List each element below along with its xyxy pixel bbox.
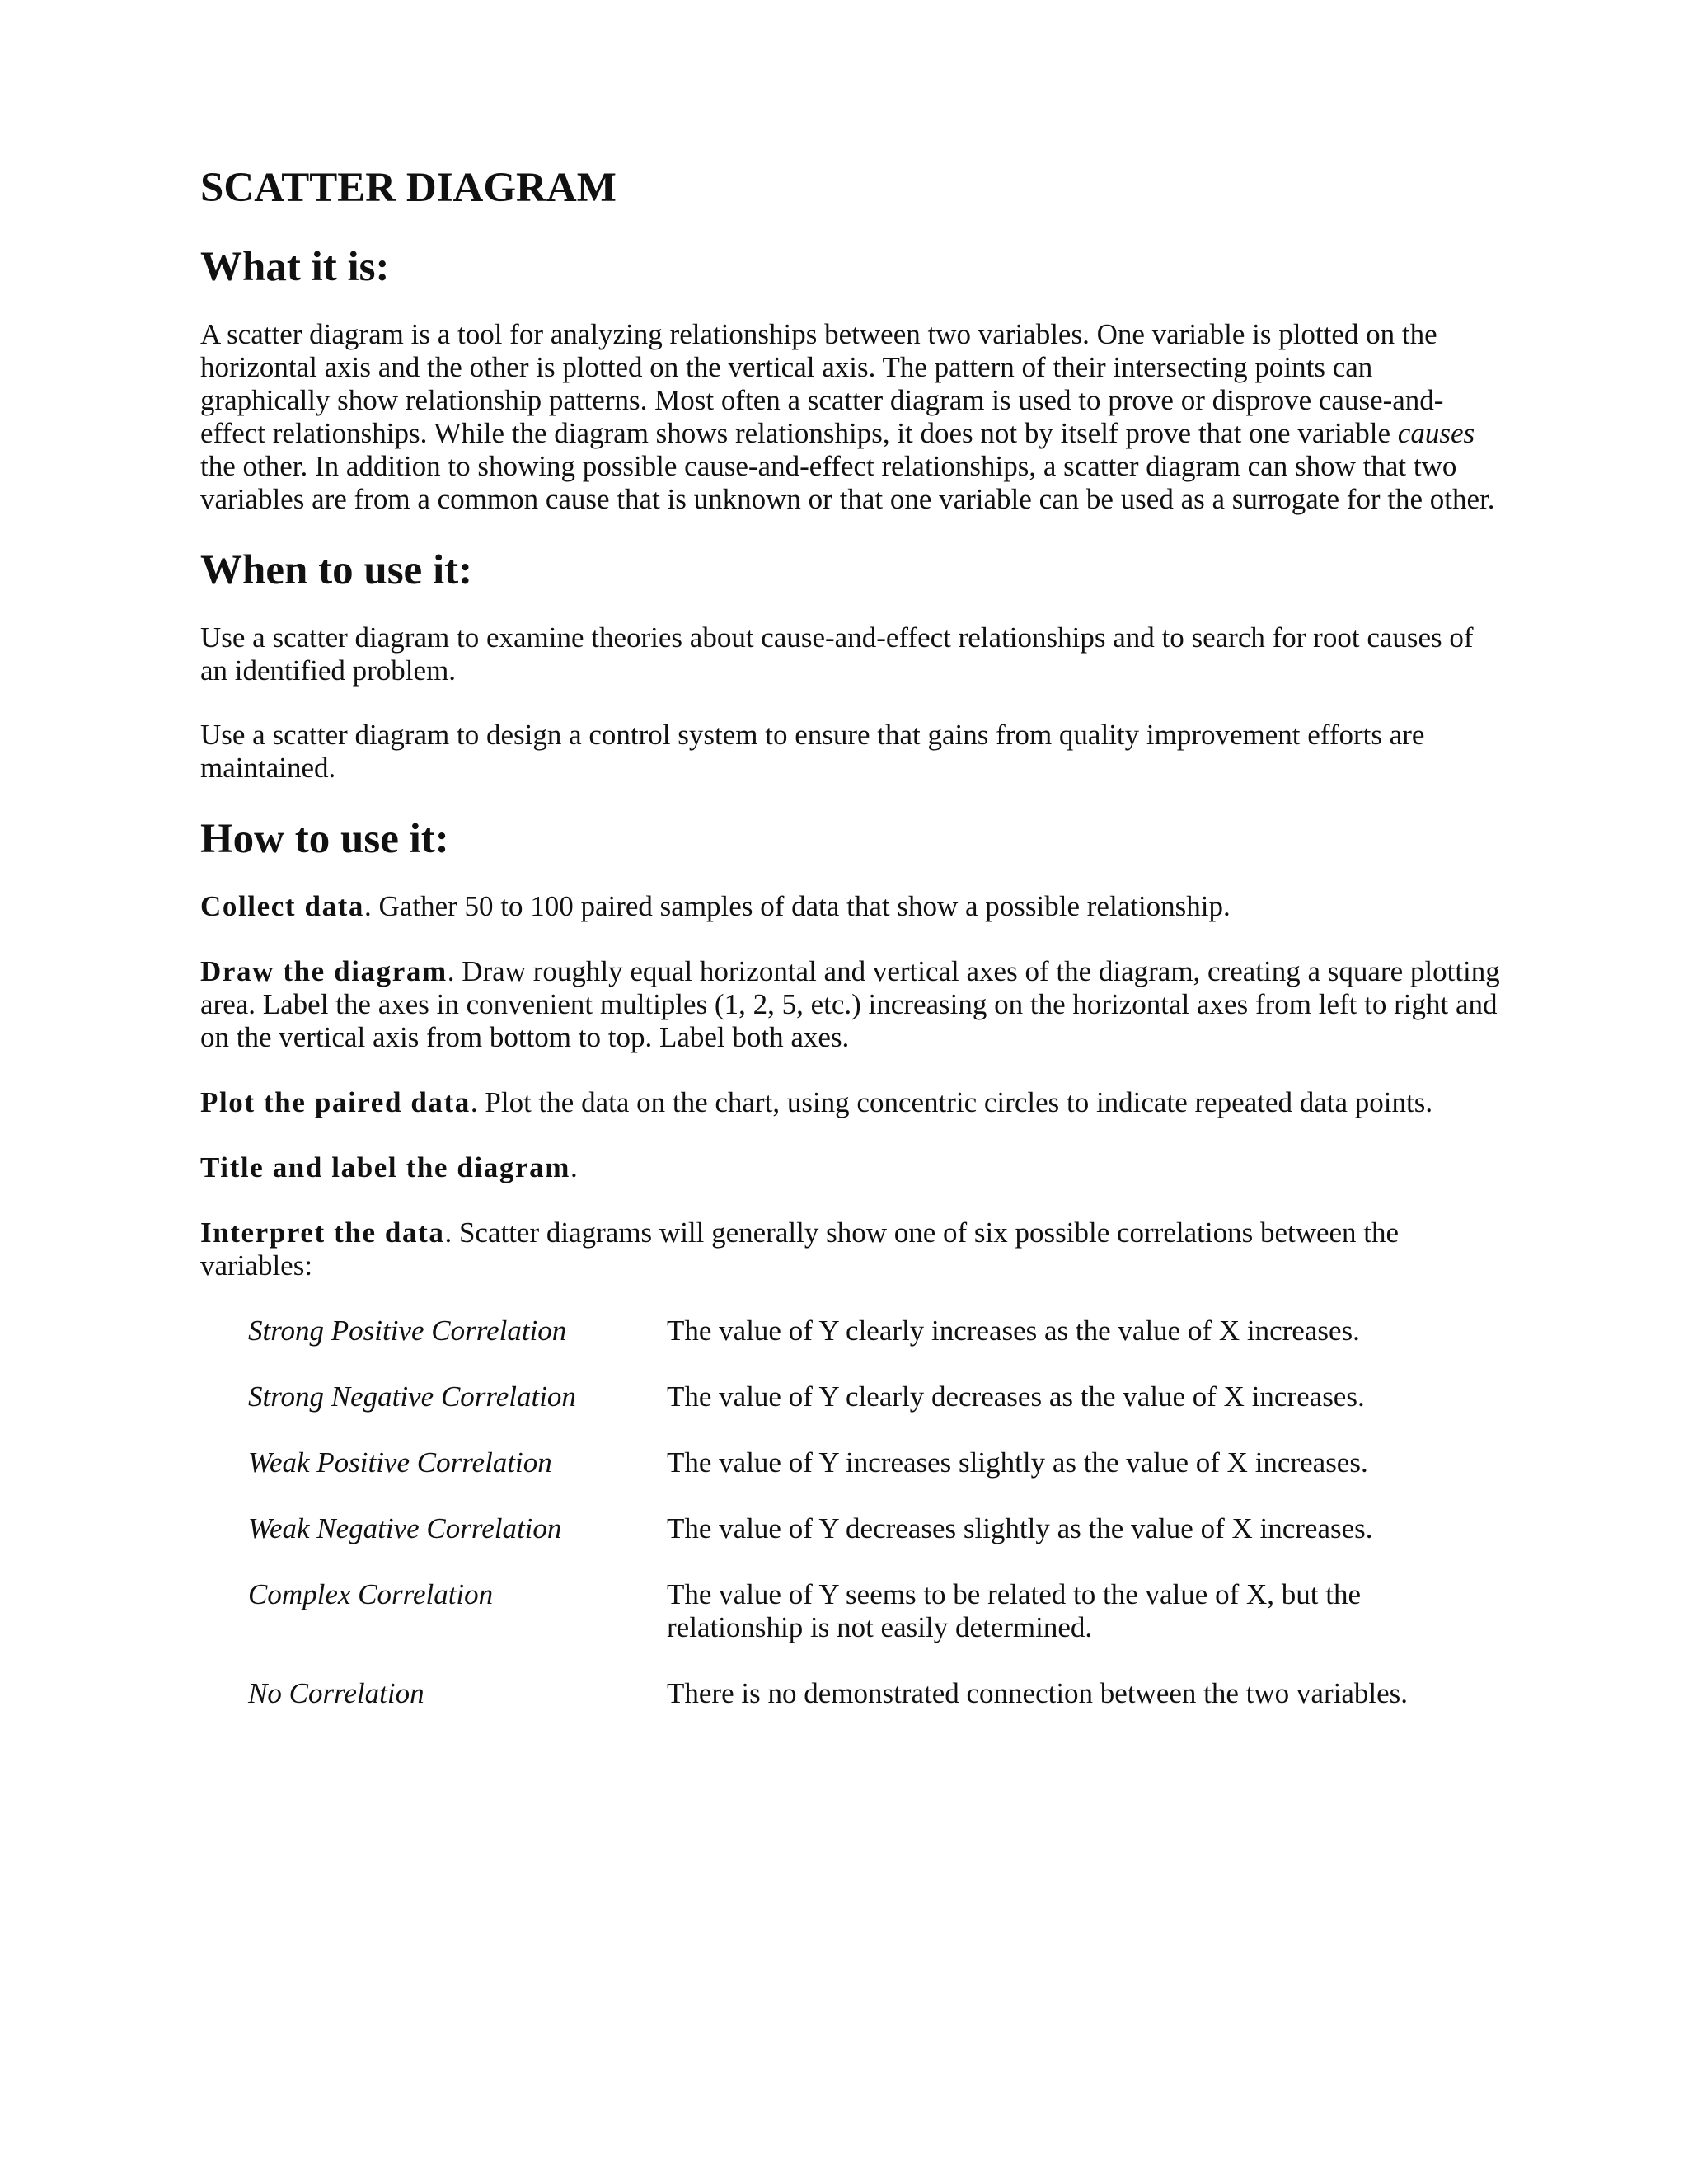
step-text: . Draw roughly equal horizontal and vertical axes of the diagram, creating a square plotting area. Label the axes in convenient multiples (1, 2, 5, etc.) increasing on the horizontal axes from left to right and on the vertical axis from bottom to top. Label both axes. <box>200 955 1500 1054</box>
document-title: SCATTER DIAGRAM <box>200 165 617 211</box>
step-label: Collect data <box>200 890 365 923</box>
when-to-use-paragraph-2: Use a scatter diagram to design a control system to ensure that gains from quality improvement efforts are maintained. <box>200 719 1425 785</box>
section-heading-when-to-use: When to use it: <box>200 547 473 594</box>
correlation-name: Strong Positive Correlation <box>248 1315 567 1347</box>
correlation-row <box>248 1677 1503 1710</box>
correlation-name: Weak Positive Correlation <box>248 1446 552 1479</box>
section-heading-how-to-use: How to use it: <box>200 816 449 863</box>
what-it-is-text-part2: the other. In addition to showing possible cause-and-effect relationships, a scatter diagram can show that two variables are from a common cause that is unknown or that one variable can be used as a surrogate for the other. <box>200 450 1495 516</box>
step-plot-paired-data <box>200 1086 1503 1119</box>
correlation-name: Weak Negative Correlation <box>248 1512 562 1545</box>
correlation-row <box>248 1380 1503 1413</box>
step-text: . Scatter diagrams will generally show one of six possible correlations between the variables: <box>200 1216 1400 1282</box>
step-label: Plot the paired data <box>200 1086 471 1119</box>
step-title-and-label <box>200 1151 1503 1184</box>
what-it-is-paragraph <box>200 318 1503 516</box>
when-to-use-paragraph-1: Use a scatter diagram to examine theories about cause-and-effect relationships and to search for root causes of an identified problem. <box>200 621 1474 687</box>
step-draw-diagram <box>200 955 1503 1054</box>
step-label: Draw the diagram <box>200 955 448 988</box>
correlation-description: The value of Y increases slightly as the value of X increases. <box>667 1446 1368 1479</box>
step-collect-data <box>200 890 1503 923</box>
correlation-description: The value of Y decreases slightly as the value of X increases. <box>667 1512 1373 1545</box>
correlation-name: No Correlation <box>248 1677 424 1710</box>
step-text: . Plot the data on the chart, using concentric circles to indicate repeated data points. <box>470 1086 1433 1119</box>
correlation-description: The value of Y clearly increases as the value of X increases. <box>667 1315 1360 1347</box>
section-heading-what-it-is: What it is: <box>200 244 390 291</box>
step-label: Interpret the data <box>200 1216 445 1249</box>
document-page <box>200 165 1503 1743</box>
what-it-is-emphasis: causes <box>1397 417 1475 450</box>
what-it-is-text-part1: A scatter diagram is a tool for analyzing relationships between two variables. One variable is plotted on the horizontal axis and the other is plotted on the vertical axis. The pattern of their intersecting points can graphically show relationship patterns. Most often a scatter diagram is used to prove or disprove cause-and-effect relationships. While the diagram shows relationships, it does not by itself prove that one variable <box>200 318 1444 450</box>
step-text: . <box>570 1151 578 1184</box>
step-label: Title and label the diagram <box>200 1151 570 1184</box>
correlation-description: There is no demonstrated connection between the two variables. <box>667 1677 1408 1710</box>
correlation-table <box>248 1315 1503 1710</box>
step-interpret-data <box>200 1216 1503 1282</box>
correlation-description: The value of Y clearly decreases as the value of X increases. <box>667 1380 1365 1413</box>
correlation-row <box>248 1578 1503 1644</box>
correlation-row <box>248 1446 1503 1479</box>
step-text: . Gather 50 to 100 paired samples of data that show a possible relationship. <box>364 890 1231 923</box>
correlation-description: The value of Y seems to be related to the value of X, but the relationship is not easily determined. <box>667 1578 1361 1644</box>
correlation-name: Strong Negative Correlation <box>248 1380 576 1413</box>
correlation-name: Complex Correlation <box>248 1578 494 1611</box>
correlation-row <box>248 1315 1503 1347</box>
correlation-row <box>248 1512 1503 1545</box>
